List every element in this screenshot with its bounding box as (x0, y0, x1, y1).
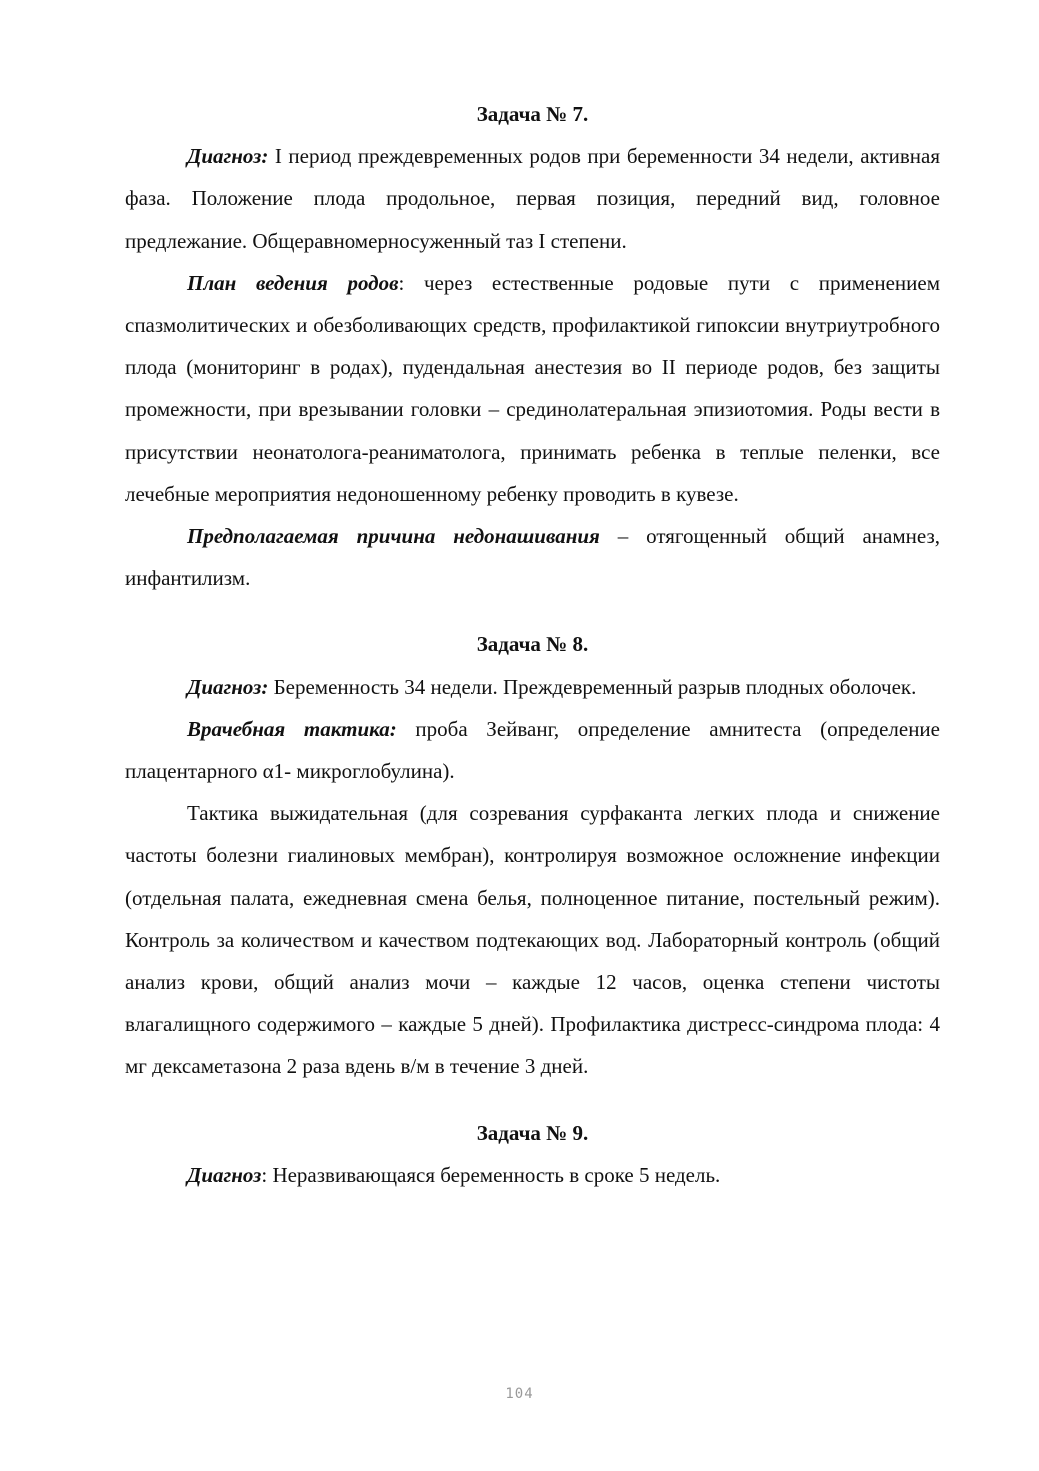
section-gap (125, 599, 940, 622)
task-8-tactics-body: Тактика выжидательная (для созревания сурфаканта легких плода и снижение частоты болезни гиалиновых мембран), контролируя возможное осложнение инфекции (отдельная палата, ежедневная смена белья, полноценное питание, постельный режим). Контроль за количеством и качеством подтекающих вод. Лабораторный контроль (общий анализ крови, общий анализ мочи – каждые 12 часов, оценка степени чистоты влагалищного содержимого – каждые 5 дней). Профилактика дистресс-синдрома плода: 4 мг дексаметазона 2 раза вдень в/м в течение 3 дней. (125, 801, 940, 1079)
task-8-diagnosis-text: Беременность 34 недели. Преждевременный разрыв плодных оболочек. (268, 674, 917, 699)
task-8-diagnosis (125, 666, 940, 708)
task-9-title: Задача № 9. (476, 1120, 589, 1145)
task-8-tactics-text: проба Зейванг, определение амнитеста (определение плацентарного α1- микроглобулина). (125, 716, 940, 784)
task-7-diagnosis (125, 135, 940, 262)
task-7-diagnosis-text: I период преждевременных родов при беременности 34 недели, активная фаза. Положение плода продольное, первая позиция, передний вид, головное предлежание. Общеравномерносуженный таз I степени. (125, 144, 940, 253)
document-page (125, 92, 940, 1196)
task-9-diagnosis (125, 1154, 940, 1196)
task-7-plan (125, 262, 940, 515)
task-7-cause (125, 515, 940, 599)
task-9-diagnosis-text: : Неразвивающаяся беременность в сроке 5 недель. (261, 1162, 721, 1187)
task-9-diagnosis-label: Диагноз (187, 1162, 262, 1187)
task-8-diagnosis-label: Диагноз: (187, 674, 269, 699)
task-8-tactics (125, 708, 940, 792)
task-7-title: Задача № 7. (476, 102, 589, 126)
page-number: 104 (505, 1386, 534, 1402)
task-8-title: Задача № 8. (476, 632, 589, 657)
task-7-plan-text: : через естественные родовые пути с применением спазмолитических и обезболивающих средств, профилактикой гипоксии внутриутробного плода (мониторинг в родах), пудендальная анестезия во II периоде родов, без защиты промежности, при врезывании головки – срединолатеральная эпизиотомия. Роды вести в присутствии неонатолога-реаниматолога, принимать ребенка в теплые пеленки, все лечебные мероприятия недоношенному ребенку проводить в кувезе. (125, 270, 940, 506)
task-8-tactics-label: Врачебная тактика: (187, 716, 397, 741)
task-7-cause-text: – отягощенный общий анамнез, инфантилизм. (125, 524, 940, 591)
task-7-plan-label: План ведения родов (187, 270, 399, 295)
task-7-diagnosis-label: Диагноз: (187, 144, 269, 169)
task-7-cause-label: Предполагаемая причина недонашивания (187, 524, 600, 549)
section-gap (125, 1088, 940, 1111)
